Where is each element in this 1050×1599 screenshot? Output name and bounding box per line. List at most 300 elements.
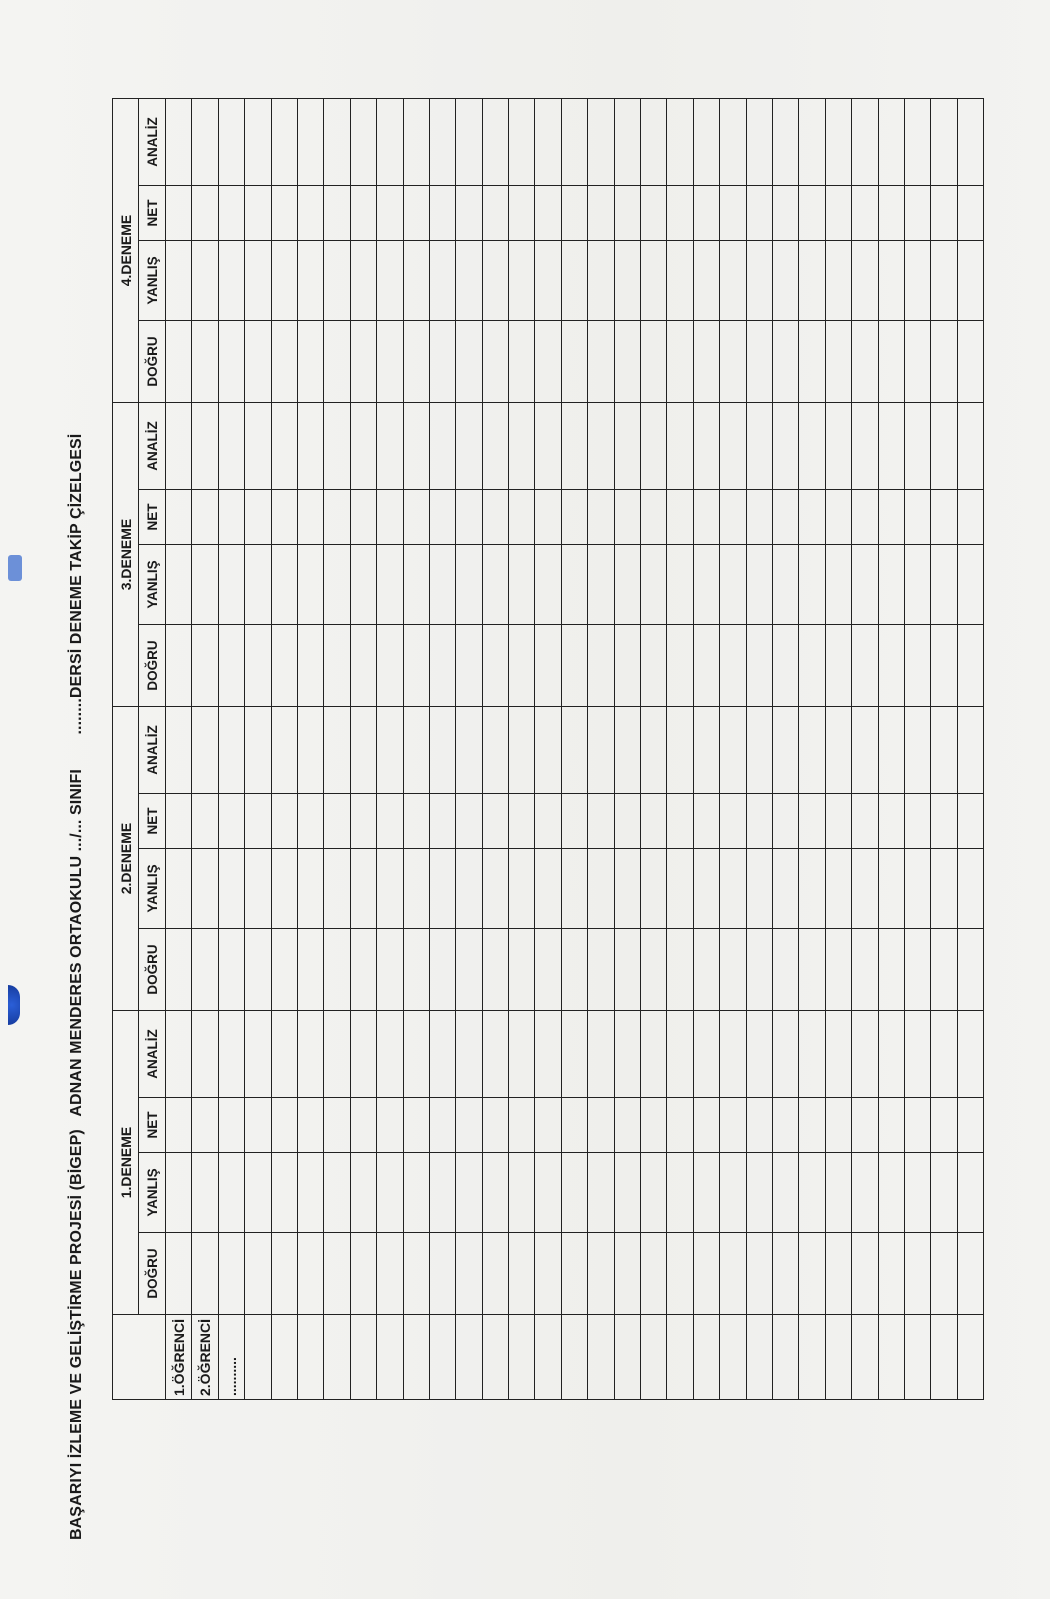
score-cell-anali̇z[interactable] [641, 707, 667, 794]
score-cell-yanliş[interactable] [746, 545, 772, 625]
score-cell-yanliş[interactable] [878, 241, 904, 321]
score-cell-anali̇z[interactable] [535, 707, 561, 794]
score-cell-anali̇z[interactable] [561, 1011, 587, 1098]
score-cell-net[interactable] [561, 794, 587, 849]
score-cell-doğru[interactable] [746, 1233, 772, 1315]
score-cell-yanliş[interactable] [772, 545, 798, 625]
score-cell-anali̇z[interactable] [588, 1011, 614, 1098]
student-name-cell[interactable]: 2.ÖĞRENCİ [192, 1315, 218, 1400]
score-cell-anali̇z[interactable] [614, 403, 640, 490]
score-cell-yanliş[interactable] [957, 1153, 983, 1233]
student-name-cell[interactable] [720, 1315, 746, 1400]
score-cell-anali̇z[interactable] [825, 707, 851, 794]
score-cell-yanliş[interactable] [350, 849, 376, 929]
score-cell-doğru[interactable] [166, 929, 192, 1011]
score-cell-net[interactable] [403, 186, 429, 241]
score-cell-net[interactable] [931, 1098, 957, 1153]
score-cell-doğru[interactable] [693, 1233, 719, 1315]
score-cell-doğru[interactable] [561, 1233, 587, 1315]
score-cell-doğru[interactable] [482, 1233, 508, 1315]
score-cell-anali̇z[interactable] [509, 99, 535, 186]
score-cell-anali̇z[interactable] [852, 1011, 878, 1098]
score-cell-net[interactable] [667, 794, 693, 849]
score-cell-doğru[interactable] [746, 321, 772, 403]
score-cell-anali̇z[interactable] [641, 99, 667, 186]
score-cell-doğru[interactable] [509, 929, 535, 1011]
score-cell-doğru[interactable] [403, 1233, 429, 1315]
score-cell-yanliş[interactable] [509, 545, 535, 625]
score-cell-doğru[interactable] [904, 1233, 930, 1315]
score-cell-net[interactable] [825, 794, 851, 849]
score-cell-yanliş[interactable] [746, 241, 772, 321]
score-cell-yanliş[interactable] [720, 849, 746, 929]
score-cell-anali̇z[interactable] [456, 707, 482, 794]
score-cell-net[interactable] [271, 794, 297, 849]
score-cell-net[interactable] [667, 1098, 693, 1153]
score-cell-anali̇z[interactable] [245, 403, 271, 490]
score-cell-anali̇z[interactable] [957, 707, 983, 794]
score-cell-net[interactable] [931, 490, 957, 545]
score-cell-anali̇z[interactable] [772, 1011, 798, 1098]
score-cell-anali̇z[interactable] [720, 99, 746, 186]
score-cell-anali̇z[interactable] [772, 99, 798, 186]
score-cell-yanliş[interactable] [588, 1153, 614, 1233]
score-cell-anali̇z[interactable] [957, 1011, 983, 1098]
score-cell-anali̇z[interactable] [245, 99, 271, 186]
score-cell-yanliş[interactable] [456, 849, 482, 929]
score-cell-doğru[interactable] [271, 625, 297, 707]
score-cell-doğru[interactable] [825, 929, 851, 1011]
score-cell-doğru[interactable] [456, 321, 482, 403]
score-cell-anali̇z[interactable] [456, 403, 482, 490]
score-cell-doğru[interactable] [166, 625, 192, 707]
score-cell-doğru[interactable] [931, 321, 957, 403]
score-cell-anali̇z[interactable] [271, 707, 297, 794]
score-cell-anali̇z[interactable] [878, 1011, 904, 1098]
score-cell-net[interactable] [746, 490, 772, 545]
score-cell-doğru[interactable] [271, 929, 297, 1011]
score-cell-net[interactable] [641, 1098, 667, 1153]
score-cell-doğru[interactable] [192, 929, 218, 1011]
score-cell-net[interactable] [377, 186, 403, 241]
score-cell-net[interactable] [535, 490, 561, 545]
score-cell-yanliş[interactable] [588, 545, 614, 625]
score-cell-anali̇z[interactable] [720, 707, 746, 794]
score-cell-anali̇z[interactable] [429, 99, 455, 186]
score-cell-anali̇z[interactable] [324, 99, 350, 186]
score-cell-net[interactable] [271, 490, 297, 545]
score-cell-anali̇z[interactable] [878, 403, 904, 490]
score-cell-net[interactable] [535, 186, 561, 241]
score-cell-yanliş[interactable] [588, 241, 614, 321]
score-cell-doğru[interactable] [192, 1233, 218, 1315]
score-cell-doğru[interactable] [245, 625, 271, 707]
score-cell-anali̇z[interactable] [667, 403, 693, 490]
score-cell-doğru[interactable] [482, 929, 508, 1011]
score-cell-net[interactable] [720, 794, 746, 849]
score-cell-yanliş[interactable] [561, 1153, 587, 1233]
score-cell-doğru[interactable] [535, 625, 561, 707]
score-cell-net[interactable] [166, 1098, 192, 1153]
score-cell-net[interactable] [720, 1098, 746, 1153]
score-cell-doğru[interactable] [297, 929, 323, 1011]
score-cell-anali̇z[interactable] [720, 403, 746, 490]
score-cell-net[interactable] [166, 186, 192, 241]
score-cell-doğru[interactable] [957, 321, 983, 403]
score-cell-net[interactable] [456, 186, 482, 241]
score-cell-doğru[interactable] [693, 321, 719, 403]
score-cell-anali̇z[interactable] [641, 1011, 667, 1098]
score-cell-anali̇z[interactable] [324, 1011, 350, 1098]
score-cell-net[interactable] [904, 794, 930, 849]
score-cell-doğru[interactable] [957, 929, 983, 1011]
score-cell-anali̇z[interactable] [693, 403, 719, 490]
score-cell-anali̇z[interactable] [561, 99, 587, 186]
score-cell-net[interactable] [641, 186, 667, 241]
score-cell-net[interactable] [377, 490, 403, 545]
score-cell-doğru[interactable] [772, 321, 798, 403]
score-cell-yanliş[interactable] [799, 545, 825, 625]
score-cell-yanliş[interactable] [429, 1153, 455, 1233]
score-cell-yanliş[interactable] [799, 1153, 825, 1233]
score-cell-yanliş[interactable] [218, 849, 244, 929]
score-cell-yanliş[interactable] [693, 849, 719, 929]
score-cell-net[interactable] [772, 186, 798, 241]
score-cell-net[interactable] [509, 186, 535, 241]
score-cell-anali̇z[interactable] [904, 403, 930, 490]
score-cell-net[interactable] [509, 490, 535, 545]
score-cell-doğru[interactable] [878, 625, 904, 707]
score-cell-yanliş[interactable] [403, 1153, 429, 1233]
score-cell-yanliş[interactable] [271, 1153, 297, 1233]
score-cell-doğru[interactable] [931, 929, 957, 1011]
score-cell-anali̇z[interactable] [852, 99, 878, 186]
score-cell-anali̇z[interactable] [271, 99, 297, 186]
score-cell-net[interactable] [904, 186, 930, 241]
score-cell-doğru[interactable] [852, 321, 878, 403]
score-cell-doğru[interactable] [403, 625, 429, 707]
score-cell-yanliş[interactable] [641, 545, 667, 625]
score-cell-doğru[interactable] [535, 929, 561, 1011]
student-name-cell[interactable] [614, 1315, 640, 1400]
student-name-cell[interactable] [324, 1315, 350, 1400]
score-cell-doğru[interactable] [166, 1233, 192, 1315]
score-cell-net[interactable] [297, 490, 323, 545]
score-cell-yanliş[interactable] [904, 241, 930, 321]
score-cell-yanliş[interactable] [535, 545, 561, 625]
score-cell-doğru[interactable] [667, 929, 693, 1011]
score-cell-yanliş[interactable] [878, 849, 904, 929]
score-cell-yanliş[interactable] [825, 849, 851, 929]
score-cell-doğru[interactable] [377, 1233, 403, 1315]
score-cell-anali̇z[interactable] [614, 99, 640, 186]
score-cell-anali̇z[interactable] [350, 1011, 376, 1098]
score-cell-yanliş[interactable] [218, 1153, 244, 1233]
score-cell-anali̇z[interactable] [957, 403, 983, 490]
score-cell-net[interactable] [429, 186, 455, 241]
score-cell-anali̇z[interactable] [746, 1011, 772, 1098]
score-cell-anali̇z[interactable] [166, 1011, 192, 1098]
score-cell-yanliş[interactable] [772, 241, 798, 321]
student-name-cell[interactable] [350, 1315, 376, 1400]
score-cell-doğru[interactable] [667, 1233, 693, 1315]
student-name-cell[interactable] [588, 1315, 614, 1400]
score-cell-net[interactable] [614, 794, 640, 849]
score-cell-doğru[interactable] [377, 321, 403, 403]
score-cell-net[interactable] [324, 490, 350, 545]
score-cell-doğru[interactable] [746, 625, 772, 707]
score-cell-doğru[interactable] [720, 1233, 746, 1315]
score-cell-doğru[interactable] [561, 929, 587, 1011]
score-cell-yanliş[interactable] [825, 241, 851, 321]
score-cell-anali̇z[interactable] [693, 707, 719, 794]
score-cell-yanliş[interactable] [641, 241, 667, 321]
student-name-cell[interactable] [403, 1315, 429, 1400]
student-name-cell[interactable] [852, 1315, 878, 1400]
score-cell-anali̇z[interactable] [377, 1011, 403, 1098]
score-cell-doğru[interactable] [588, 321, 614, 403]
score-cell-doğru[interactable] [878, 321, 904, 403]
score-cell-doğru[interactable] [482, 321, 508, 403]
score-cell-anali̇z[interactable] [561, 707, 587, 794]
score-cell-anali̇z[interactable] [799, 707, 825, 794]
score-cell-net[interactable] [720, 186, 746, 241]
score-cell-yanliş[interactable] [746, 849, 772, 929]
score-cell-anali̇z[interactable] [509, 403, 535, 490]
score-cell-yanliş[interactable] [324, 241, 350, 321]
score-cell-net[interactable] [667, 186, 693, 241]
score-cell-anali̇z[interactable] [535, 403, 561, 490]
score-cell-anali̇z[interactable] [852, 707, 878, 794]
score-cell-net[interactable] [377, 1098, 403, 1153]
score-cell-doğru[interactable] [456, 929, 482, 1011]
score-cell-doğru[interactable] [693, 625, 719, 707]
score-cell-net[interactable] [350, 1098, 376, 1153]
score-cell-yanliş[interactable] [403, 241, 429, 321]
score-cell-doğru[interactable] [324, 625, 350, 707]
score-cell-net[interactable] [245, 794, 271, 849]
score-cell-yanliş[interactable] [297, 1153, 323, 1233]
score-cell-anali̇z[interactable] [931, 1011, 957, 1098]
score-cell-net[interactable] [482, 186, 508, 241]
score-cell-anali̇z[interactable] [482, 403, 508, 490]
score-cell-yanliş[interactable] [192, 849, 218, 929]
score-cell-doğru[interactable] [218, 929, 244, 1011]
student-name-cell[interactable] [746, 1315, 772, 1400]
score-cell-anali̇z[interactable] [482, 707, 508, 794]
score-cell-doğru[interactable] [218, 321, 244, 403]
score-cell-anali̇z[interactable] [957, 99, 983, 186]
score-cell-yanliş[interactable] [799, 849, 825, 929]
score-cell-anali̇z[interactable] [509, 1011, 535, 1098]
score-cell-anali̇z[interactable] [799, 1011, 825, 1098]
score-cell-yanliş[interactable] [957, 849, 983, 929]
score-cell-doğru[interactable] [878, 929, 904, 1011]
score-cell-doğru[interactable] [931, 1233, 957, 1315]
score-cell-yanliş[interactable] [641, 849, 667, 929]
score-cell-yanliş[interactable] [904, 849, 930, 929]
score-cell-anali̇z[interactable] [772, 403, 798, 490]
score-cell-yanliş[interactable] [509, 241, 535, 321]
score-cell-yanliş[interactable] [166, 849, 192, 929]
student-name-cell[interactable] [878, 1315, 904, 1400]
score-cell-doğru[interactable] [957, 625, 983, 707]
score-cell-doğru[interactable] [641, 929, 667, 1011]
score-cell-doğru[interactable] [403, 321, 429, 403]
score-cell-net[interactable] [746, 186, 772, 241]
score-cell-net[interactable] [509, 1098, 535, 1153]
score-cell-anali̇z[interactable] [825, 403, 851, 490]
score-cell-net[interactable] [245, 490, 271, 545]
score-cell-net[interactable] [297, 1098, 323, 1153]
score-cell-doğru[interactable] [350, 625, 376, 707]
score-cell-doğru[interactable] [799, 929, 825, 1011]
score-cell-doğru[interactable] [324, 1233, 350, 1315]
score-cell-net[interactable] [192, 1098, 218, 1153]
score-cell-net[interactable] [429, 1098, 455, 1153]
score-cell-yanliş[interactable] [852, 241, 878, 321]
score-cell-doğru[interactable] [192, 625, 218, 707]
score-cell-net[interactable] [852, 490, 878, 545]
score-cell-yanliş[interactable] [482, 849, 508, 929]
student-name-cell[interactable] [825, 1315, 851, 1400]
score-cell-anali̇z[interactable] [535, 1011, 561, 1098]
score-cell-doğru[interactable] [799, 625, 825, 707]
score-cell-anali̇z[interactable] [166, 707, 192, 794]
score-cell-net[interactable] [588, 794, 614, 849]
score-cell-yanliş[interactable] [693, 545, 719, 625]
score-cell-yanliş[interactable] [218, 545, 244, 625]
score-cell-yanliş[interactable] [271, 241, 297, 321]
score-cell-net[interactable] [350, 490, 376, 545]
score-cell-doğru[interactable] [535, 321, 561, 403]
student-name-cell[interactable] [429, 1315, 455, 1400]
score-cell-yanliş[interactable] [166, 545, 192, 625]
score-cell-net[interactable] [166, 490, 192, 545]
score-cell-net[interactable] [535, 1098, 561, 1153]
score-cell-net[interactable] [772, 490, 798, 545]
score-cell-net[interactable] [482, 1098, 508, 1153]
score-cell-anali̇z[interactable] [614, 707, 640, 794]
score-cell-doğru[interactable] [429, 625, 455, 707]
score-cell-net[interactable] [878, 1098, 904, 1153]
score-cell-doğru[interactable] [799, 321, 825, 403]
score-cell-net[interactable] [192, 186, 218, 241]
student-name-cell[interactable] [641, 1315, 667, 1400]
score-cell-yanliş[interactable] [429, 241, 455, 321]
score-cell-net[interactable] [535, 794, 561, 849]
score-cell-net[interactable] [324, 186, 350, 241]
score-cell-doğru[interactable] [667, 625, 693, 707]
score-cell-anali̇z[interactable] [799, 403, 825, 490]
score-cell-doğru[interactable] [192, 321, 218, 403]
score-cell-yanliş[interactable] [852, 849, 878, 929]
student-name-cell[interactable] [904, 1315, 930, 1400]
score-cell-yanliş[interactable] [561, 545, 587, 625]
score-cell-net[interactable] [456, 1098, 482, 1153]
score-cell-anali̇z[interactable] [403, 1011, 429, 1098]
score-cell-net[interactable] [456, 490, 482, 545]
score-cell-anali̇z[interactable] [931, 403, 957, 490]
score-cell-doğru[interactable] [245, 1233, 271, 1315]
score-cell-anali̇z[interactable] [746, 99, 772, 186]
student-name-cell[interactable] [799, 1315, 825, 1400]
score-cell-anali̇z[interactable] [403, 403, 429, 490]
student-name-cell[interactable] [772, 1315, 798, 1400]
score-cell-net[interactable] [799, 794, 825, 849]
score-cell-anali̇z[interactable] [245, 707, 271, 794]
score-cell-net[interactable] [324, 794, 350, 849]
score-cell-net[interactable] [218, 794, 244, 849]
score-cell-doğru[interactable] [271, 1233, 297, 1315]
score-cell-net[interactable] [667, 490, 693, 545]
score-cell-doğru[interactable] [667, 321, 693, 403]
score-cell-yanliş[interactable] [641, 1153, 667, 1233]
score-cell-net[interactable] [324, 1098, 350, 1153]
score-cell-yanliş[interactable] [957, 545, 983, 625]
score-cell-net[interactable] [271, 186, 297, 241]
score-cell-yanliş[interactable] [852, 545, 878, 625]
score-cell-anali̇z[interactable] [350, 403, 376, 490]
score-cell-doğru[interactable] [218, 625, 244, 707]
score-cell-yanliş[interactable] [403, 849, 429, 929]
score-cell-doğru[interactable] [772, 929, 798, 1011]
score-cell-doğru[interactable] [825, 1233, 851, 1315]
score-cell-yanliş[interactable] [377, 545, 403, 625]
score-cell-yanliş[interactable] [931, 1153, 957, 1233]
score-cell-yanliş[interactable] [456, 241, 482, 321]
student-name-cell[interactable] [245, 1315, 271, 1400]
score-cell-net[interactable] [746, 794, 772, 849]
score-cell-anali̇z[interactable] [166, 99, 192, 186]
score-cell-yanliş[interactable] [931, 849, 957, 929]
score-cell-anali̇z[interactable] [192, 403, 218, 490]
score-cell-doğru[interactable] [772, 625, 798, 707]
score-cell-yanliş[interactable] [297, 241, 323, 321]
score-cell-yanliş[interactable] [245, 849, 271, 929]
score-cell-doğru[interactable] [482, 625, 508, 707]
score-cell-anali̇z[interactable] [456, 99, 482, 186]
score-cell-doğru[interactable] [429, 929, 455, 1011]
student-name-cell[interactable]: .......... [218, 1315, 244, 1400]
score-cell-doğru[interactable] [614, 321, 640, 403]
score-cell-doğru[interactable] [588, 1233, 614, 1315]
score-cell-doğru[interactable] [297, 1233, 323, 1315]
score-cell-doğru[interactable] [720, 321, 746, 403]
score-cell-yanliş[interactable] [720, 545, 746, 625]
score-cell-anali̇z[interactable] [297, 403, 323, 490]
score-cell-net[interactable] [825, 490, 851, 545]
score-cell-doğru[interactable] [456, 1233, 482, 1315]
score-cell-anali̇z[interactable] [377, 707, 403, 794]
score-cell-anali̇z[interactable] [772, 707, 798, 794]
score-cell-net[interactable] [482, 794, 508, 849]
score-cell-net[interactable] [403, 490, 429, 545]
score-cell-doğru[interactable] [852, 625, 878, 707]
score-cell-yanliş[interactable] [509, 1153, 535, 1233]
score-cell-yanliş[interactable] [588, 849, 614, 929]
score-cell-yanliş[interactable] [693, 1153, 719, 1233]
score-cell-doğru[interactable] [588, 625, 614, 707]
score-cell-yanliş[interactable] [720, 241, 746, 321]
score-cell-anali̇z[interactable] [588, 403, 614, 490]
score-cell-anali̇z[interactable] [482, 99, 508, 186]
student-name-cell[interactable] [271, 1315, 297, 1400]
score-cell-yanliş[interactable] [377, 1153, 403, 1233]
score-cell-anali̇z[interactable] [693, 1011, 719, 1098]
score-cell-anali̇z[interactable] [218, 1011, 244, 1098]
score-cell-anali̇z[interactable] [192, 1011, 218, 1098]
